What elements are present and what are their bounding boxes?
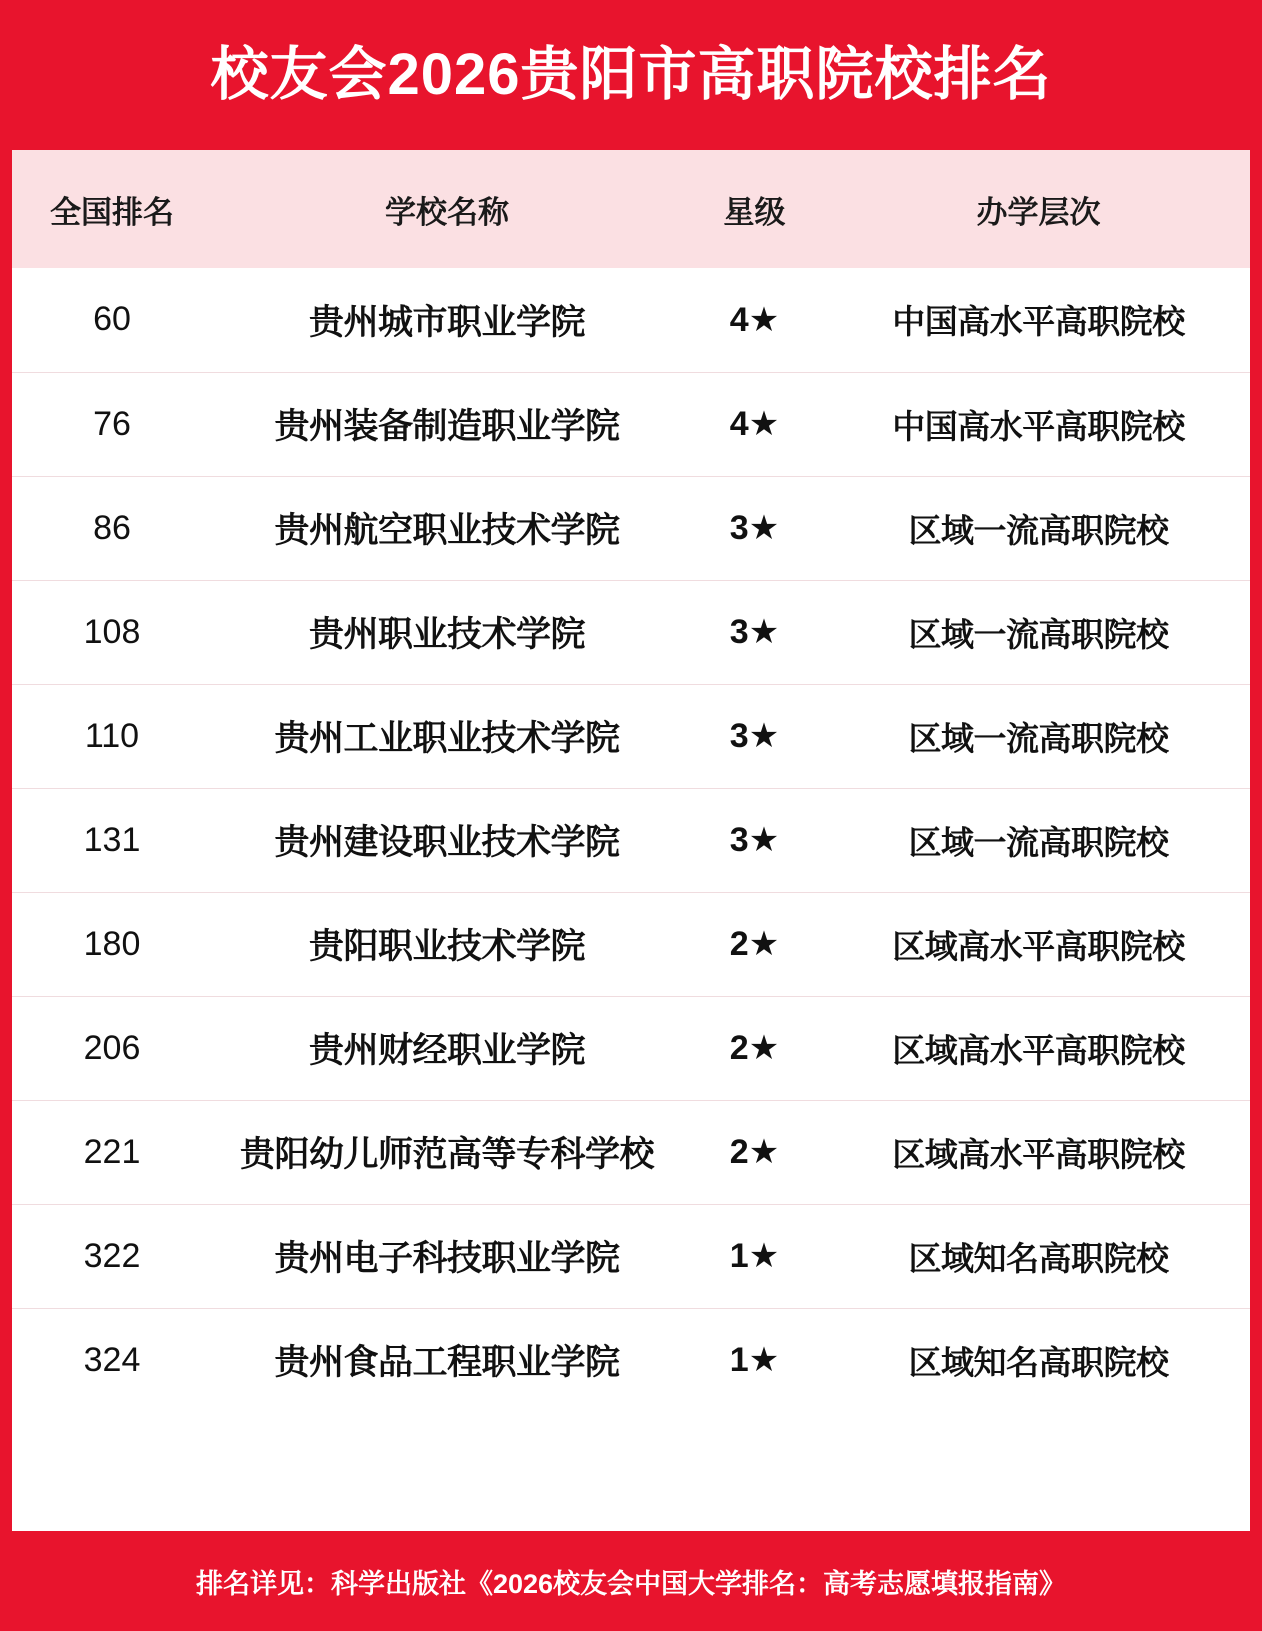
cell-name: 贵州食品工程职业学院 xyxy=(274,1343,620,1383)
table-row xyxy=(12,268,1250,372)
cell-name: 贵州工业职业技术学院 xyxy=(274,719,620,758)
cell-rank: 206 xyxy=(83,1028,141,1067)
cell-star: 2★ xyxy=(729,1133,780,1171)
table-body xyxy=(12,268,1250,1412)
table-row xyxy=(12,1308,1250,1412)
cell-name: 贵州建设职业技术学院 xyxy=(274,823,620,862)
cell-star: 2★ xyxy=(729,925,780,963)
cell-star: 4★ xyxy=(729,405,780,443)
cell-level: 区域知名高职院校 xyxy=(908,1343,1169,1381)
cell-rank: 108 xyxy=(83,612,141,651)
cell-star: 1★ xyxy=(729,1237,780,1275)
cell-name: 贵州城市职业学院 xyxy=(308,302,585,342)
cell-name: 贵阳幼儿师范高等专科学校 xyxy=(239,1135,654,1174)
column-header-name: 学校名称 xyxy=(385,194,509,230)
cell-star: 3★ xyxy=(729,613,780,651)
table-row xyxy=(12,1204,1250,1308)
cell-level: 区域高水平高职院校 xyxy=(892,927,1185,965)
table-row xyxy=(12,580,1250,684)
table-row xyxy=(12,1100,1250,1204)
cell-level: 区域高水平高职院校 xyxy=(892,1031,1185,1069)
cell-star: 2★ xyxy=(729,1029,780,1067)
cell-star: 3★ xyxy=(729,821,780,859)
footer-note: 排名详见：科学出版社《2026校友会中国大学排名：高考志愿填报指南》 xyxy=(195,1568,1067,1599)
cell-star: 3★ xyxy=(729,717,780,755)
table-row xyxy=(12,892,1250,996)
cell-name: 贵州装备制造职业学院 xyxy=(274,407,620,446)
cell-star: 1★ xyxy=(729,1341,780,1380)
cell-name: 贵州财经职业学院 xyxy=(308,1031,585,1070)
page-title: 校友会2026贵阳市高职院校排名 xyxy=(210,42,1052,107)
poster-header xyxy=(0,0,1262,150)
column-header-level: 办学层次 xyxy=(976,194,1101,230)
cell-rank: 110 xyxy=(84,716,140,755)
cell-level: 区域一流高职院校 xyxy=(908,719,1169,757)
cell-rank: 322 xyxy=(83,1236,141,1275)
cell-star: 4★ xyxy=(729,300,780,339)
cell-level: 中国高水平高职院校 xyxy=(892,407,1185,445)
ranking-table xyxy=(12,150,1250,1412)
cell-name: 贵州电子科技职业学院 xyxy=(274,1239,620,1278)
table-row xyxy=(12,476,1250,580)
poster-footer xyxy=(0,1531,1262,1631)
column-header-star: 星级 xyxy=(723,194,786,230)
cell-level: 区域一流高职院校 xyxy=(908,823,1169,861)
cell-level: 区域一流高职院校 xyxy=(908,511,1169,549)
table-row xyxy=(12,372,1250,476)
ranking-table-container xyxy=(12,150,1250,1531)
cell-rank: 180 xyxy=(83,924,141,963)
cell-level: 中国高水平高职院校 xyxy=(892,303,1185,341)
cell-level: 区域知名高职院校 xyxy=(908,1239,1169,1277)
cell-level: 区域高水平高职院校 xyxy=(892,1135,1185,1173)
cell-rank: 60 xyxy=(93,300,131,339)
cell-rank: 131 xyxy=(83,820,141,859)
cell-name: 贵阳职业技术学院 xyxy=(308,927,585,966)
cell-name: 贵州航空职业技术学院 xyxy=(274,511,620,550)
cell-star: 3★ xyxy=(729,509,780,547)
cell-name: 贵州职业技术学院 xyxy=(308,615,585,654)
table-header xyxy=(12,150,1250,268)
cell-rank: 86 xyxy=(93,508,131,547)
column-header-rank: 全国排名 xyxy=(50,194,174,230)
table-row xyxy=(12,684,1250,788)
cell-rank: 324 xyxy=(83,1340,141,1379)
table-row xyxy=(12,996,1250,1100)
cell-rank: 221 xyxy=(83,1132,141,1171)
cell-rank: 76 xyxy=(93,404,131,443)
table-header-row xyxy=(12,150,1250,268)
cell-level: 区域一流高职院校 xyxy=(908,615,1169,653)
table-row xyxy=(12,788,1250,892)
